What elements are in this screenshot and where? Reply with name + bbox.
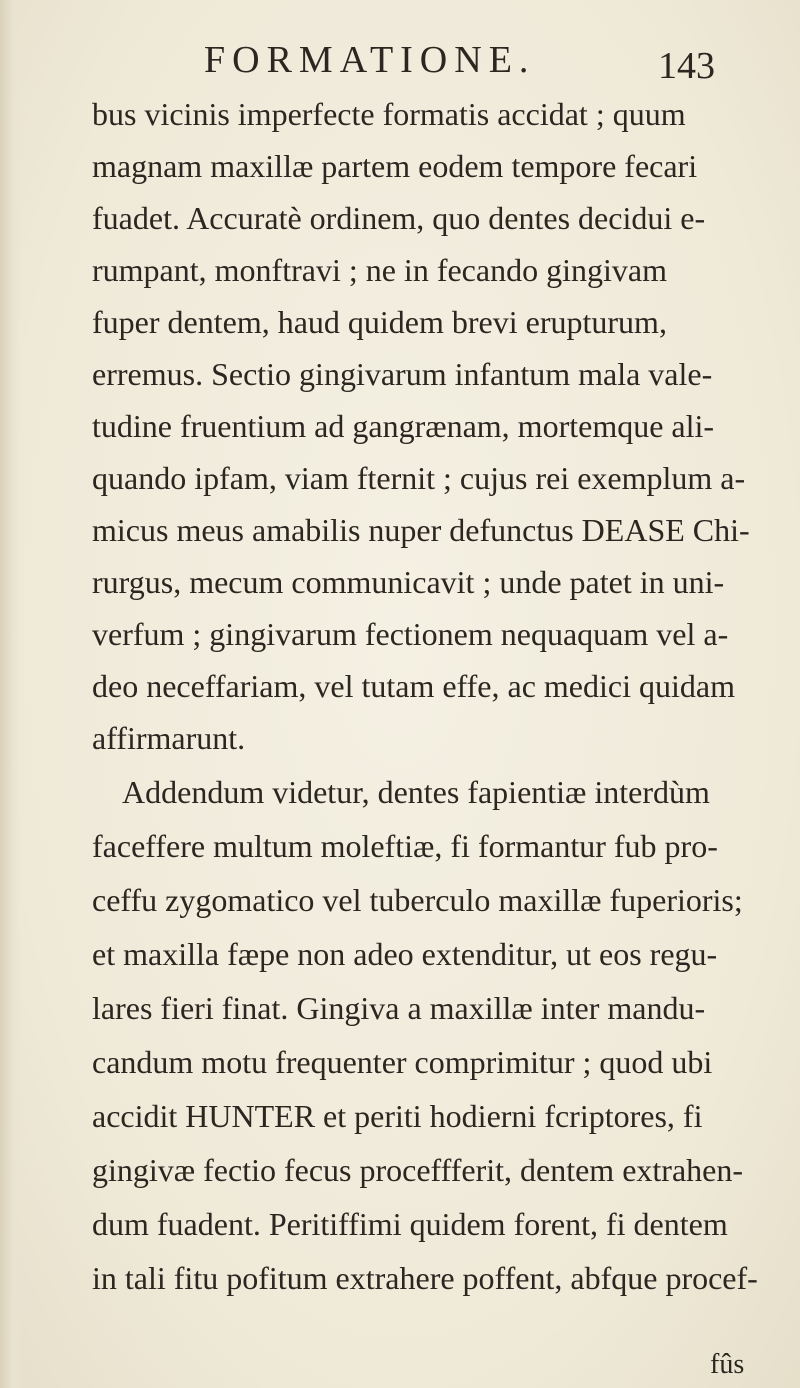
text-line: fuper dentem, haud quidem brevi erupturum,: [92, 304, 667, 340]
text-line: Addendum videtur, dentes fapientiæ interdùm: [122, 774, 710, 810]
text-line: faceffere multum moleftiæ, fi formantur fub pro-: [92, 828, 718, 864]
text-line: dum fuadent. Peritiffimi quidem forent, fi dentem: [92, 1206, 728, 1242]
text-line: micus meus amabilis nuper defunctus DEASE Chi-: [92, 512, 750, 548]
text-line: magnam maxillæ partem eodem tempore fecari: [92, 148, 698, 184]
catchword: fûs: [710, 1349, 745, 1380]
text-line: fuadet. Accuratè ordinem, quo dentes decidui e-: [92, 200, 706, 236]
text-line: affirmarunt.: [92, 720, 246, 756]
text-line: quando ipfam, viam fternit ; cujus rei exemplum a-: [92, 460, 746, 496]
text-line: accidit HUNTER et periti hodierni fcriptores, fi: [92, 1098, 703, 1134]
text-line: rumpant, monftravi ; ne in fecando gingivam: [92, 252, 667, 288]
text-line: ceffu zygomatico vel tuberculo maxillæ fuperioris;: [92, 882, 743, 918]
text-line: et maxilla fæpe non adeo extenditur, ut eos regu-: [92, 936, 718, 972]
text-line: deo neceffariam, vel tutam effe, ac medici quidam: [92, 668, 735, 704]
running-title: FORMATIONE.: [204, 39, 536, 81]
text-line: lares fieri finat. Gingiva a maxillæ inter mandu-: [92, 990, 706, 1026]
page-number: 143: [658, 45, 715, 87]
text-line: rurgus, mecum communicavit ; unde patet in uni-: [92, 564, 725, 600]
text-line: in tali fitu pofitum extrahere poffent, abfque procef-: [92, 1260, 758, 1296]
text-line: candum motu frequenter comprimitur ; quod ubi: [92, 1044, 713, 1080]
text-line: verfum ; gingivarum fectionem nequaquam vel a-: [92, 616, 729, 652]
text-line: bus vicinis imperfecte formatis accidat ; quum: [92, 96, 686, 132]
text-line: gingivæ fectio fecus proceffferit, dentem extrahen-: [92, 1152, 743, 1188]
text-line: erremus. Sectio gingivarum infantum mala vale-: [92, 356, 713, 392]
text-line: tudine fruentium ad gangrænam, mortemque ali-: [92, 408, 715, 444]
